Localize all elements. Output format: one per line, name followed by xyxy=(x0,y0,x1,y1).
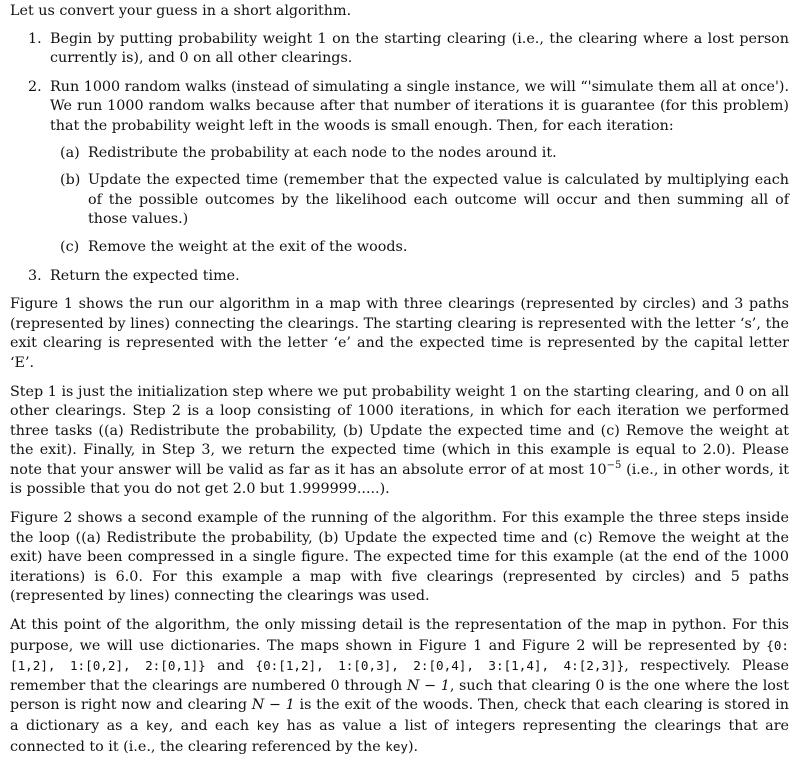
substep-text: Update the expected time (remember that the expected value is calculated by multiplying each of the possible outcomes by the likelihood each outcome will occur and then summing all of those values.) xyxy=(88,172,789,228)
math-n-minus-1: N − 1 xyxy=(251,697,295,714)
paragraph-figure-2: Figure 2 shows a second example of the running of the algorithm. For this example the three steps inside the loop ((a) Redistribute the probability, (b) Update the expected time and (c) Remove the weight at the exit) have been compressed in a single figure. The expected time for this example (at the end of the 1000 iterations) is 6.0. For this example a map with five clearings (represented by circles) and 5 paths (represented by lines) connecting the clearings was used. xyxy=(10,510,789,605)
step-3 xyxy=(10,267,789,287)
code-key: key xyxy=(145,718,169,733)
step-text: Return the expected time. xyxy=(50,267,240,284)
step-2 xyxy=(10,78,789,258)
code-key: key xyxy=(385,738,408,754)
paragraph-text: ). xyxy=(407,738,419,755)
paragraph-figure-1: Figure 1 shows the run our algorithm in a map with three clearings (represented by circles) and 3 paths (represented by lines) connecting the clearings. The starting clearing is represented with the letter ‘s’, the exit clearing is represented with the letter ‘e’ and the expected time is represented by the capital letter ‘E’. xyxy=(10,296,789,371)
step-number: 3. xyxy=(28,267,42,284)
math-n-minus-1: N − 1 xyxy=(406,677,450,694)
paragraph-text: has as value a list of integers representing the clearings that are connected to it (i.e., the clearing referenced by the xyxy=(10,718,789,755)
algorithm-steps xyxy=(10,30,789,287)
intro-text: Let us convert your guess in a short algorithm. xyxy=(10,3,352,19)
substep-a xyxy=(50,144,789,164)
paragraph-text: , respectively. Please remember that the clearings are numbered 0 through xyxy=(10,658,789,694)
code-map-figure-1: {0:[1,2], 1:[0,2], 2:[0,1]} xyxy=(10,637,789,674)
step-text: Begin by putting probability weight 1 on the starting clearing (i.e., the clearing where a lost person currently is), and 0 on all other clearings. xyxy=(50,30,789,67)
step-number: 2. xyxy=(28,78,42,95)
step-1 xyxy=(10,30,789,69)
paragraph-text: Step 1 is just the initialization step where we put probability weight 1 on the starting clearing, and 0 on all other clearings. Step 2 is a loop consisting of 1000 iterations, in which for each iteration we performed three tasks ((a) Redistribute the probability, (b) Update the expected time and (c) Remove the weight at the exit). Finally, in Step 3, we return the expected time (which in this example is equal to 2.0). Please note that your answer will be valid as far as it has an absolute error of at most 10 xyxy=(10,383,789,478)
paragraph-python-representation xyxy=(10,616,789,757)
step-text: Run 1000 random walks (instead of simulating a single instance, we will “'simulate them all at once'). We run 1000 random walks because after that number of iterations it is guarantee (for this problem) that the probability weight left in the woods is small enough. Then, for each iteration: xyxy=(50,78,789,134)
paragraph-text: , and each xyxy=(168,718,257,734)
paragraph-text: , such that clearing 0 is the one where the lost person is right now and clearing xyxy=(10,677,789,714)
exponent: −5 xyxy=(606,460,622,472)
paragraph-text: is the exit of the woods. Then, check that each clearing is stored in a dictionary as a xyxy=(10,697,789,734)
paragraph-steps-explanation xyxy=(10,383,789,501)
code-key: key xyxy=(256,718,280,733)
substep-text: Remove the weight at the exit of the woods. xyxy=(88,238,408,255)
code-map-figure-2: {0:[1,2], 1:[0,3], 2:[0,4], 3:[1,4], 4:[2,3]} xyxy=(255,658,625,674)
substep-text: Redistribute the probability at each node to the nodes around it. xyxy=(88,144,557,161)
substeps xyxy=(50,144,789,258)
substep-b xyxy=(50,171,789,230)
paragraph-text: At this point of the algorithm, the only missing detail is the representation of the map in python. For this purpose, we will use dictionaries. The maps shown in Figure 1 and Figure 2 will be represented by xyxy=(10,617,789,654)
substep-label: (c) xyxy=(60,238,80,255)
paragraph-text: (i.e., in other words, it is possible that you do not get 2.0 but 1.999999.....). xyxy=(10,461,789,498)
step-number: 1. xyxy=(28,30,42,47)
substep-label: (a) xyxy=(60,144,80,161)
paragraph-text: and xyxy=(205,658,256,675)
substep-c xyxy=(50,238,789,258)
substep-label: (b) xyxy=(60,172,81,189)
